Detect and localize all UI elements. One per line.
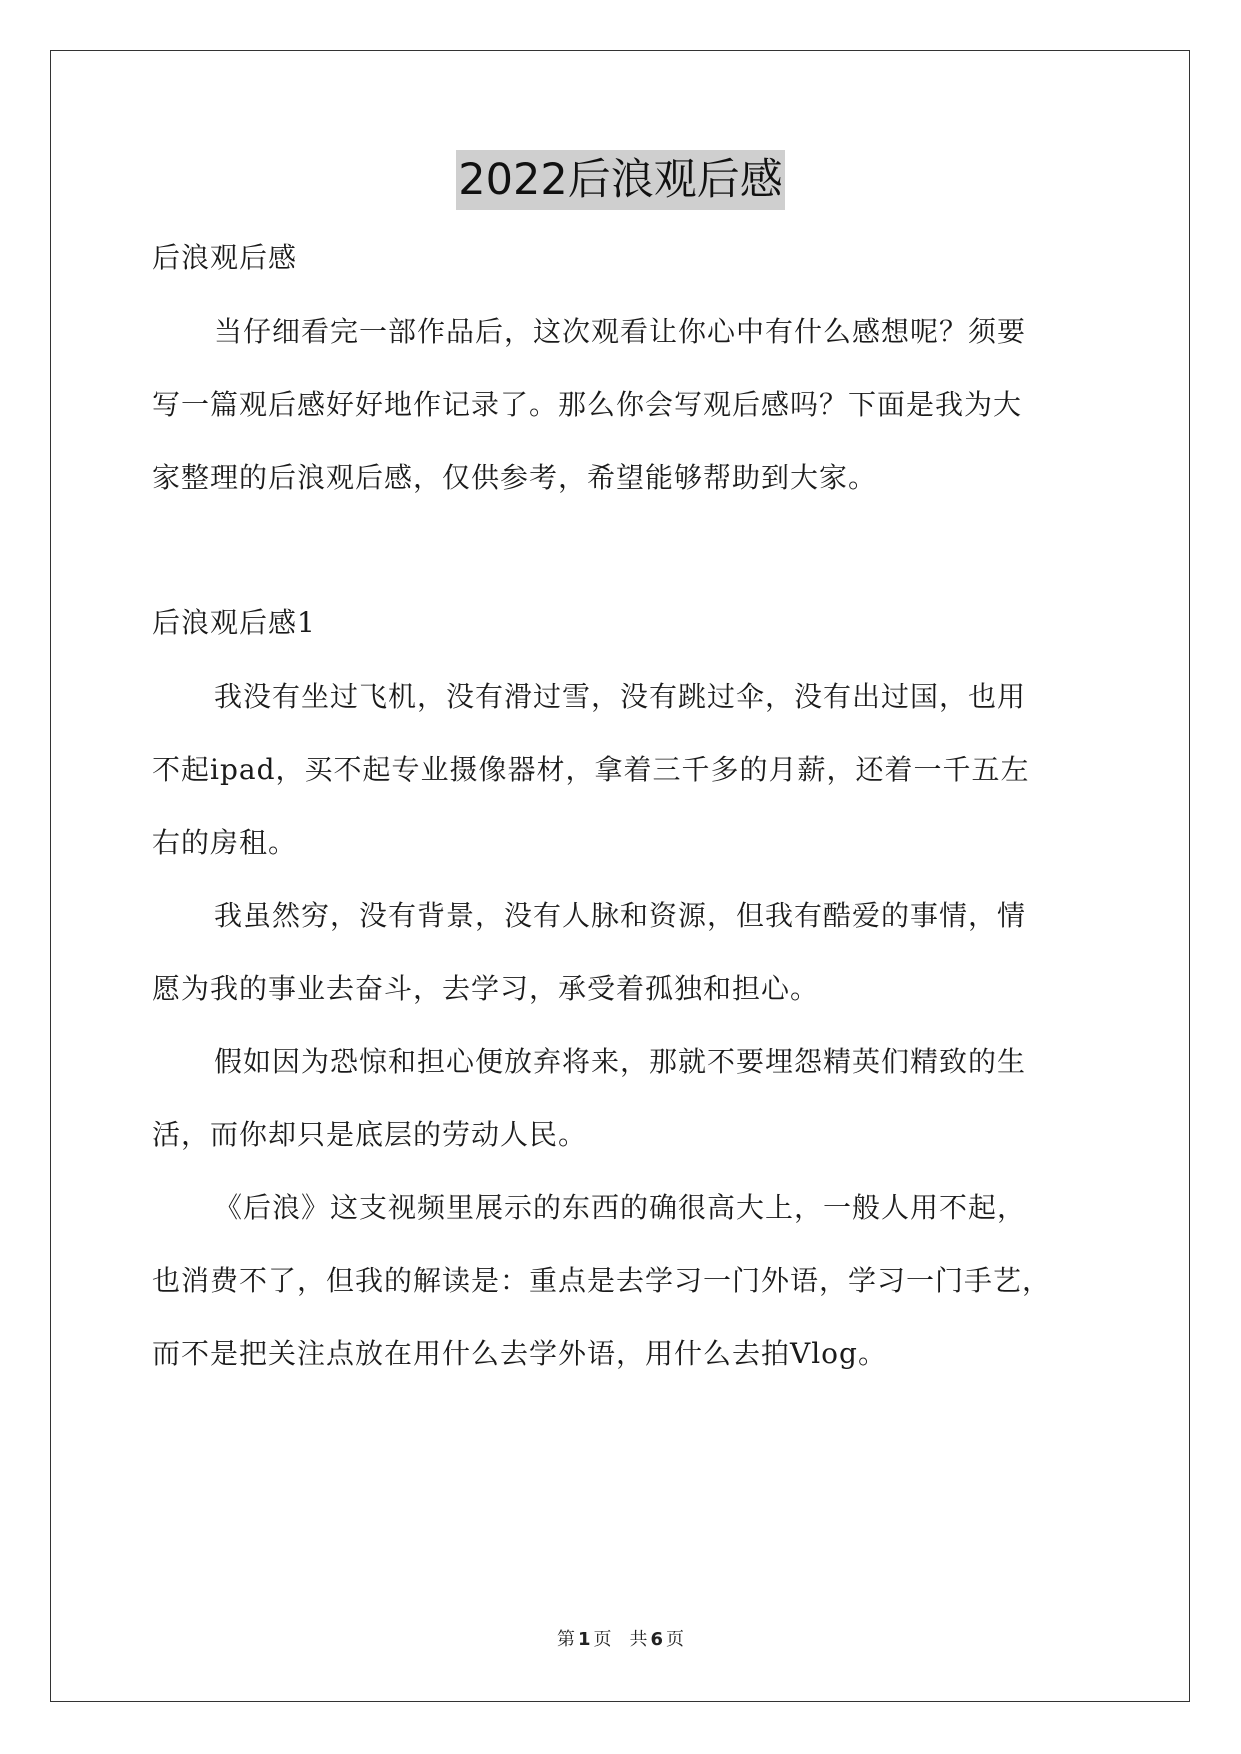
section-heading: 后浪观后感 xyxy=(152,241,298,274)
paragraph-line: 写一篇观后感好好地作记录了。那么你会写观后感吗？下面是我为大 xyxy=(152,388,1023,421)
paragraph-line: 我没有坐过飞机，没有滑过雪，没有跳过伞，没有出过国，也用 xyxy=(214,680,1027,713)
title-container xyxy=(0,150,1241,210)
paragraph-line: 《后浪》这支视频里展示的东西的确很高大上，一般人用不起， xyxy=(214,1191,1027,1224)
paragraph-line: 假如因为恐惊和担心便放弃将来，那就不要埋怨精英们精致的生 xyxy=(214,1045,1027,1078)
footer-suffix: 页 xyxy=(666,1629,685,1650)
footer-total-pages: 6 xyxy=(650,1629,664,1650)
footer-current-page: 1 xyxy=(577,1629,591,1650)
paragraph-line: 而不是把关注点放在用什么去学外语，用什么去拍Vlog。 xyxy=(152,1337,887,1370)
paragraph-line: 我虽然穷，没有背景，没有人脉和资源，但我有酷爱的事情，情 xyxy=(214,899,1027,932)
footer-middle: 页 共 xyxy=(593,1629,648,1650)
document-title: 2022后浪观后感 xyxy=(456,150,784,210)
section-heading: 后浪观后感1 xyxy=(152,606,316,639)
paragraph-line: 右的房租。 xyxy=(152,826,298,859)
paragraph-line: 愿为我的事业去奋斗，去学习，承受着孤独和担心。 xyxy=(152,972,820,1005)
paragraph-line: 不起ipad，买不起专业摄像器材，拿着三千多的月薪，还着一千五左 xyxy=(152,753,1030,786)
page-footer xyxy=(0,1628,1241,1652)
paragraph-line: 也消费不了，但我的解读是：重点是去学习一门外语，学习一门手艺， xyxy=(152,1264,1052,1297)
paragraph-line: 家整理的后浪观后感，仅供参考，希望能够帮助到大家。 xyxy=(152,461,878,494)
footer-prefix: 第 xyxy=(556,1629,575,1650)
paragraph-line: 活，而你却只是底层的劳动人民。 xyxy=(152,1118,588,1151)
paragraph-line: 当仔细看完一部作品后，这次观看让你心中有什么感想呢？须要 xyxy=(214,315,1027,348)
page-border xyxy=(50,50,1190,1702)
